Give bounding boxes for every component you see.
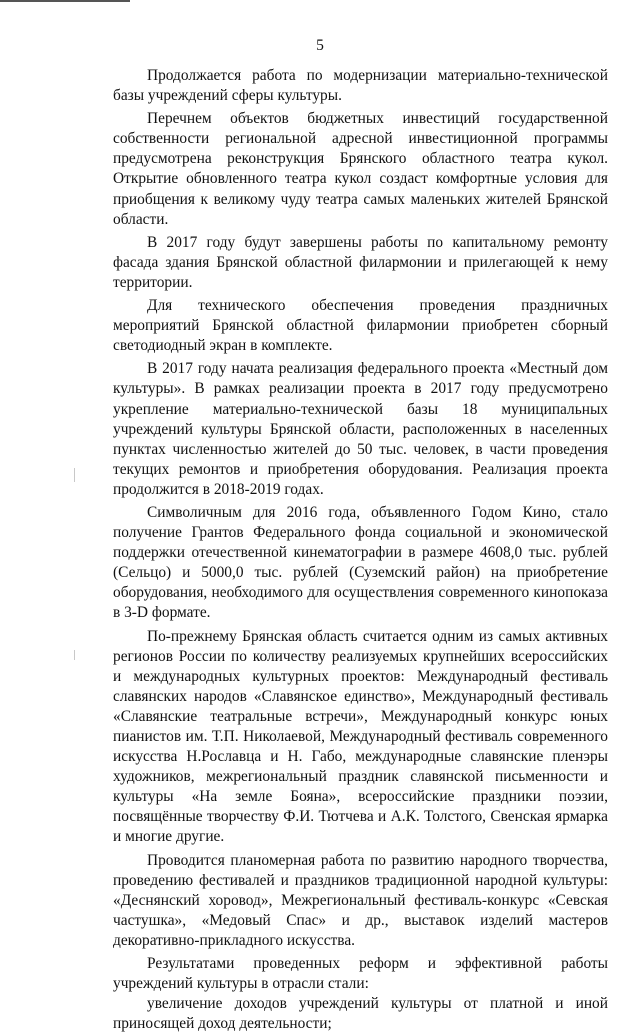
page-number: 5 (316, 37, 324, 54)
margin-mark (74, 468, 75, 482)
document-body (113, 66, 608, 1034)
paragraph: Проводится планомерная работа по развитию народного творчества, проведению фестивалей и праздников традиционной народной культуры: «Деснянский хоровод», Межрегиональный фестиваль-конкурс «Севская частушка», «Медовый Спас» и др., выставок изделий мастеров декоративно-прикладного искусства. (113, 851, 608, 949)
top-rule (0, 0, 130, 2)
paragraph: В 2017 году начата реализация федерального проекта «Местный дом культуры». В рамках реализации проекта в 2017 году предусмотрено укрепление материально-технической базы 18 муниципальных учреждений культуры Брянской области, расположенных в населенных пунктах численностью жителей до 50 тыс. человек, в части проведения текущих ремонтов и приобретения оборудования. Реализация проекта продолжится в 2018-2019 годах. (113, 360, 608, 498)
paragraph: увеличение доходов учреждений культуры от платной и иной приносящей доход деятельности; (113, 995, 608, 1033)
margin-mark (74, 650, 75, 660)
paragraph: В 2017 году будут завершены работы по капитальному ремонту фасада здания Брянской областной филармонии и прилегающей к нему территории. (113, 233, 608, 291)
paragraph: Для технического обеспечения проведения праздничных мероприятий Брянской областной филармонии приобретен сборный светодиодный экран в комплекте. (113, 297, 608, 355)
paragraph: Результатами проведенных реформ и эффективной работы учреждений культуры в отрасли стали: (113, 955, 608, 993)
paragraph: Продолжается работа по модернизации материально-технической базы учреждений сферы культуры. (113, 67, 608, 105)
paragraph: Символичным для 2016 года, объявленного Годом Кино, стало получение Грантов Федерального фонда социальной и экономической поддержки отечественной кинематографии в размере 4608,0 тыс. рублей (Сельцо) и 5000,0 тыс. рублей (Суземский район) на приобретение оборудования, необходимого для осуществления современного кинопоказа в 3-D формате. (113, 503, 608, 622)
paragraph: По-прежнему Брянская область считается одним из самых активных регионов России по количеству реализуемых крупнейших всероссийских и международных культурных проектов: Международный фестиваль славянских народов «Славянское единство», Международный фестиваль «Славянские театральные встречи», Международный конкурс юных пианистов им. Т.П. Николаевой, Международный фестиваль современного искусства Н.Рославца и Н. Габо, международные славянские пленэры художников, межрегиональный праздник славянской письменности и культуры «На земле Бояна», всероссийские праздники поэзии, посвящённые творчеству Ф.И. Тютчева и А.К. Толстого, Свенская ярмарка и многие другие. (113, 627, 608, 846)
paragraph: Перечнем объектов бюджетных инвестиций государственной собственности региональной адресной инвестиционной программы предусмотрена реконструкция Брянского областного театра кукол. Открытие обновленного театра кукол создаст комфортные условия для приобщения к великому чуду театра самых маленьких жителей Брянской области. (113, 110, 608, 228)
